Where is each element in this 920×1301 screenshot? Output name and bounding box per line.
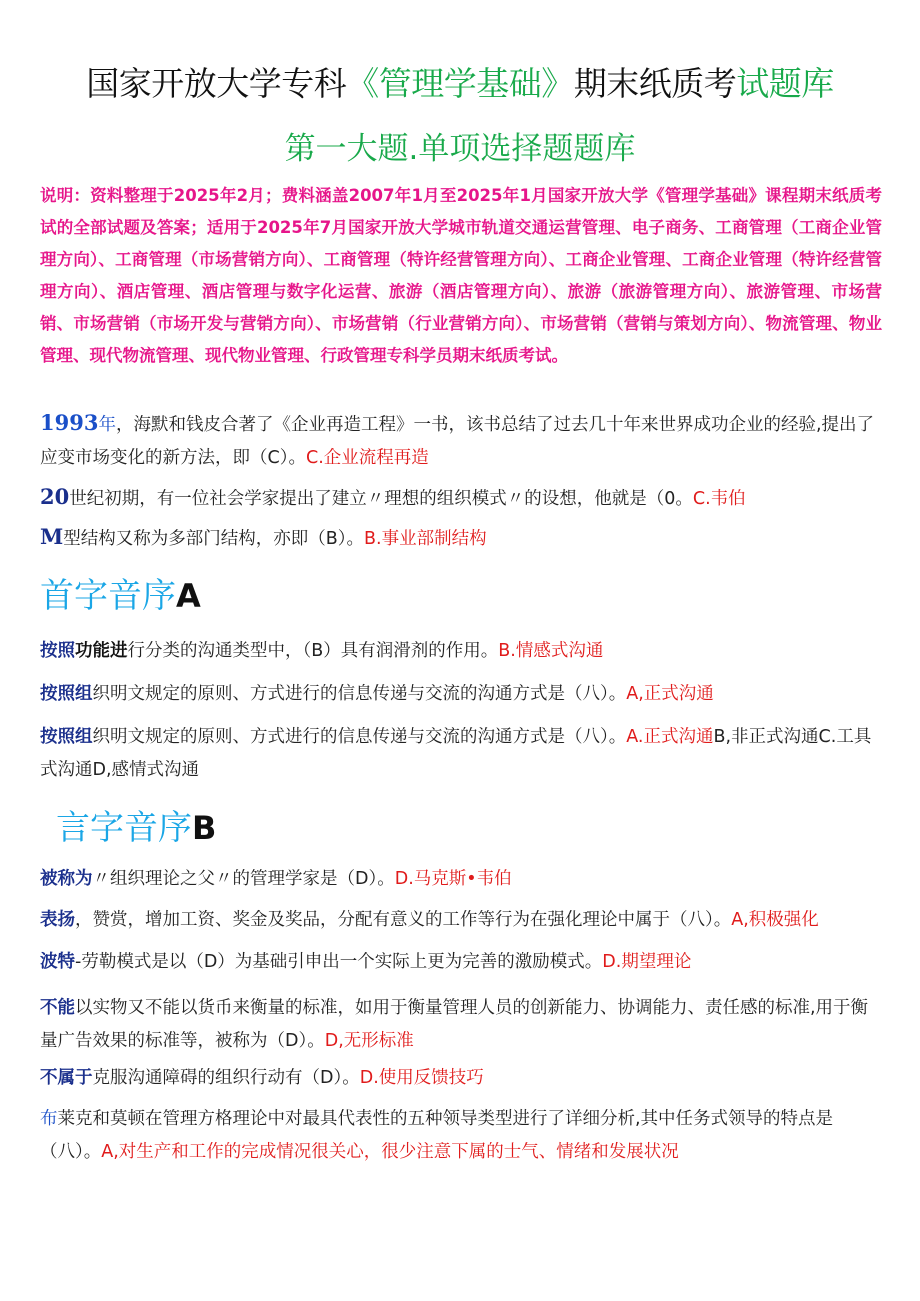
question-lead: M bbox=[40, 524, 64, 549]
section-letter: A bbox=[176, 577, 201, 615]
question-text: 织明文规定的原则、方式进行的信息传递与交流的沟通方式是（八）。 bbox=[92, 684, 627, 704]
question-answer: C.韦伯 bbox=[692, 489, 746, 509]
section-heading: 第一大题.单项选择题题库 bbox=[284, 131, 636, 167]
question-item bbox=[40, 520, 882, 556]
question-answer: A,正式沟通 bbox=[626, 684, 714, 704]
question-answer: B.情感式沟通 bbox=[498, 641, 604, 661]
question-item bbox=[40, 904, 882, 937]
question-text: 织明文规定的原则、方式进行的信息传递与交流的沟通方式是（八）。 bbox=[92, 727, 627, 747]
question-lead: 被称为 bbox=[40, 869, 93, 889]
question-answer: A.正式沟通 bbox=[626, 727, 714, 747]
question-options: B,非正式沟通C.工具式沟通D,感情式沟通 bbox=[40, 727, 872, 780]
question-lead-suffix: 年 bbox=[98, 415, 116, 435]
question-text: 世纪初期，有一位社会学家提出了建立〃理想的组织模式〃的设想，他就是（0。 bbox=[69, 489, 693, 509]
question-lead: 按照组 bbox=[40, 684, 93, 704]
question-lead-suffix: 功能进 bbox=[75, 641, 128, 661]
title-part-1: 国家开放大学专科 bbox=[86, 64, 347, 103]
question-answer: A,对生产和工作的完成情况很关心，很少注意下属的士气、情绪和发展状况 bbox=[101, 1142, 679, 1162]
question-item bbox=[40, 406, 882, 475]
question-item bbox=[40, 946, 882, 979]
section-label: 言字音序 bbox=[56, 808, 192, 848]
question-text: 型结构又称为多部门结构，亦即（B）。 bbox=[63, 529, 365, 549]
question-lead: 按照组 bbox=[40, 727, 93, 747]
question-text: 克服沟通障碍的组织行动有（D）。 bbox=[92, 1068, 360, 1088]
explanation-note: 说明：资料整理于2025年2月；费料涵盖2007年1月至2025年1月国家开放大学《管理学基础》课程期末纸质考试的全部试题及答案；适用于2025年7月国家开放大学城市轨道交通运营管理、电子商务、工商管理（工商企业管理方向）、工商管理（市场营销方向）、工商管理（特许经营管理方向）、工商企业管理、工商企业管理（特许经营管理方向）、酒店管理、酒店管理与数字化运营、旅游（酒店管理方向）、旅游（旅游管理方向）、旅游管理、市场营销、市场营销（市场开发与营销方向）、市场营销（行业营销方向）、市场营销（营销与策划方向）、物流管理、物业管理、现代物流管理、现代物业管理、行政管理专科学员期末纸质考试。 bbox=[40, 186, 882, 365]
question-item bbox=[40, 992, 882, 1058]
question-text: 行分类的沟通类型中，（B）具有润滑剂的作用。 bbox=[127, 641, 499, 661]
question-item bbox=[40, 863, 882, 896]
section-label: 首字音序 bbox=[40, 576, 176, 616]
question-answer: D.使用反馈技巧 bbox=[359, 1068, 484, 1088]
question-lead: 布 bbox=[40, 1109, 58, 1129]
question-answer: A,积极强化 bbox=[731, 910, 819, 930]
section-b-heading bbox=[56, 806, 216, 850]
title-part-2: 《管理学基础》 bbox=[346, 64, 574, 103]
question-text: 莱克和莫顿在管理方格理论中对最具代表性的五种领导类型进行了详细分析,其中任务式领导的特点是（八）。 bbox=[40, 1109, 834, 1162]
question-answer: C.企业流程再造 bbox=[305, 448, 429, 468]
question-lead: 波特 bbox=[40, 952, 75, 972]
question-answer: D.马克斯•韦伯 bbox=[394, 869, 512, 889]
question-text: 以实物又不能以货币来衡量的标准，如用于衡量管理人员的创新能力、协调能力、责任感的标准,用于衡量广告效果的标准等，被称为（D）。 bbox=[40, 998, 869, 1051]
question-answer: B.事业部制结构 bbox=[364, 529, 487, 549]
section-a-heading bbox=[40, 574, 201, 618]
question-item bbox=[40, 721, 882, 787]
question-lead: 不属于 bbox=[40, 1068, 93, 1088]
question-item bbox=[40, 678, 882, 711]
question-lead: 不能 bbox=[40, 998, 75, 1018]
question-lead: 表扬 bbox=[40, 910, 75, 930]
document-title bbox=[0, 62, 920, 106]
question-text: 〃组织理论之父〃的管理学家是（D）。 bbox=[92, 869, 395, 889]
question-item bbox=[40, 1062, 882, 1095]
question-lead: 按照 bbox=[40, 641, 75, 661]
question-item bbox=[40, 1103, 882, 1169]
question-lead: 1993 bbox=[40, 410, 99, 435]
section-letter: B bbox=[192, 809, 217, 847]
question-item bbox=[40, 480, 882, 516]
question-lead: 20 bbox=[40, 484, 70, 509]
question-item bbox=[40, 635, 882, 668]
question-text: ，赞赏，增加工资、奖金及奖品，分配有意义的工作等行为在强化理论中属于（八）。 bbox=[75, 910, 732, 930]
title-part-4: 试题库 bbox=[736, 64, 834, 103]
question-answer: D,无形标准 bbox=[324, 1031, 414, 1051]
question-answer: D.期望理论 bbox=[602, 952, 692, 972]
question-text: -劳勒模式是以（D）为基础引申出一个实际上更为完善的激励模式。 bbox=[75, 952, 603, 972]
title-part-3: 期末纸质考 bbox=[573, 64, 737, 103]
question-text: ，海默和钱皮合著了《企业再造工程》一书，该书总结了过去几十年来世界成功企业的经验,提出了应变市场变化的新方法，即（C）。 bbox=[40, 415, 875, 468]
